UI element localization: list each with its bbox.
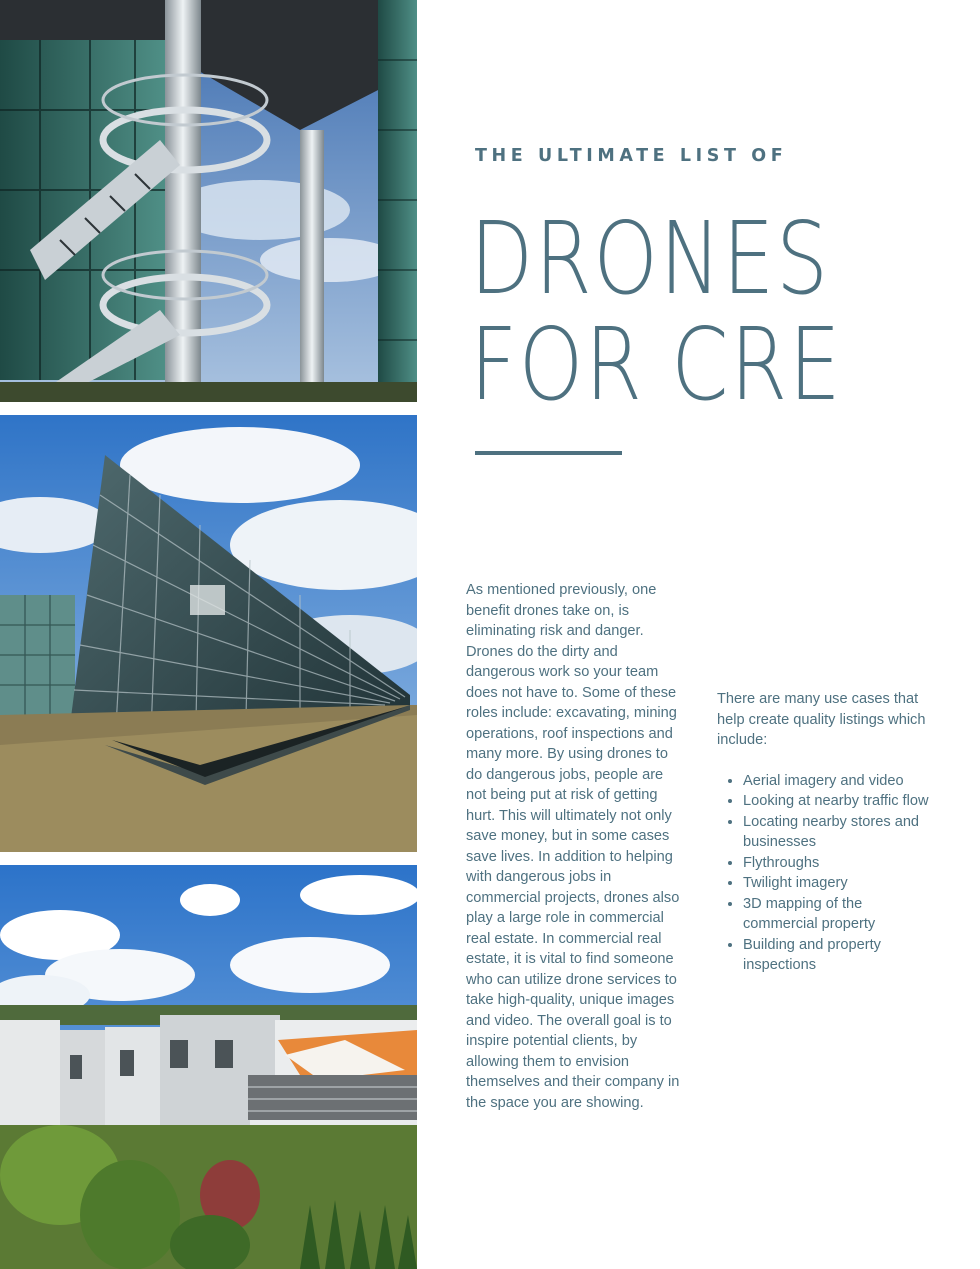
title-line-2: FOR CRE	[470, 306, 843, 423]
list-item: • Flythroughs	[743, 853, 937, 874]
kicker-heading: THE ULTIMATE LIST OF	[475, 146, 788, 166]
photo-residential-townhouses	[0, 865, 417, 1269]
list-item: • Twilight imagery	[743, 873, 937, 894]
list-item: • Looking at nearby traffic flow	[743, 791, 937, 812]
list-item: • Aerial imagery and video	[743, 771, 937, 792]
list-item: • Locating nearby stores and businesses	[743, 812, 937, 853]
photo-glass-office-building	[0, 415, 417, 852]
use-cases-list	[717, 771, 937, 976]
photo-spiral-staircase-building	[0, 0, 417, 402]
list-item: • Building and property inspections	[743, 935, 937, 976]
page-title	[470, 200, 950, 423]
title-divider	[475, 451, 622, 455]
title-line-1: DRONES	[470, 200, 830, 317]
body-paragraph: As mentioned previously, one benefit drones take on, is eliminating risk and danger. Drones do the dirty and dangerous work so your team does not have to. Some of these roles include: excavating, mining operations, roof inspections and many more. By using drones to do dangerous jobs, people are not being put at risk of getting hurt. This will ultimately not only save money, but in some cases save lives. In addition to helping with dangerous jobs in commercial projects, drones also play a large role in commercial real estate. In commercial real estate, it is vital to find someone who can utilize drone services to take high-quality, unique images and video. The overall goal is to inspire potential clients, by allowing them to envision themselves and their company in the space you are showing.	[466, 582, 680, 1111]
use-cases-intro: There are many use cases that help create quality listings which include:	[717, 691, 926, 748]
use-cases-section	[717, 689, 937, 976]
list-item: • 3D mapping of the commercial property	[743, 894, 937, 935]
